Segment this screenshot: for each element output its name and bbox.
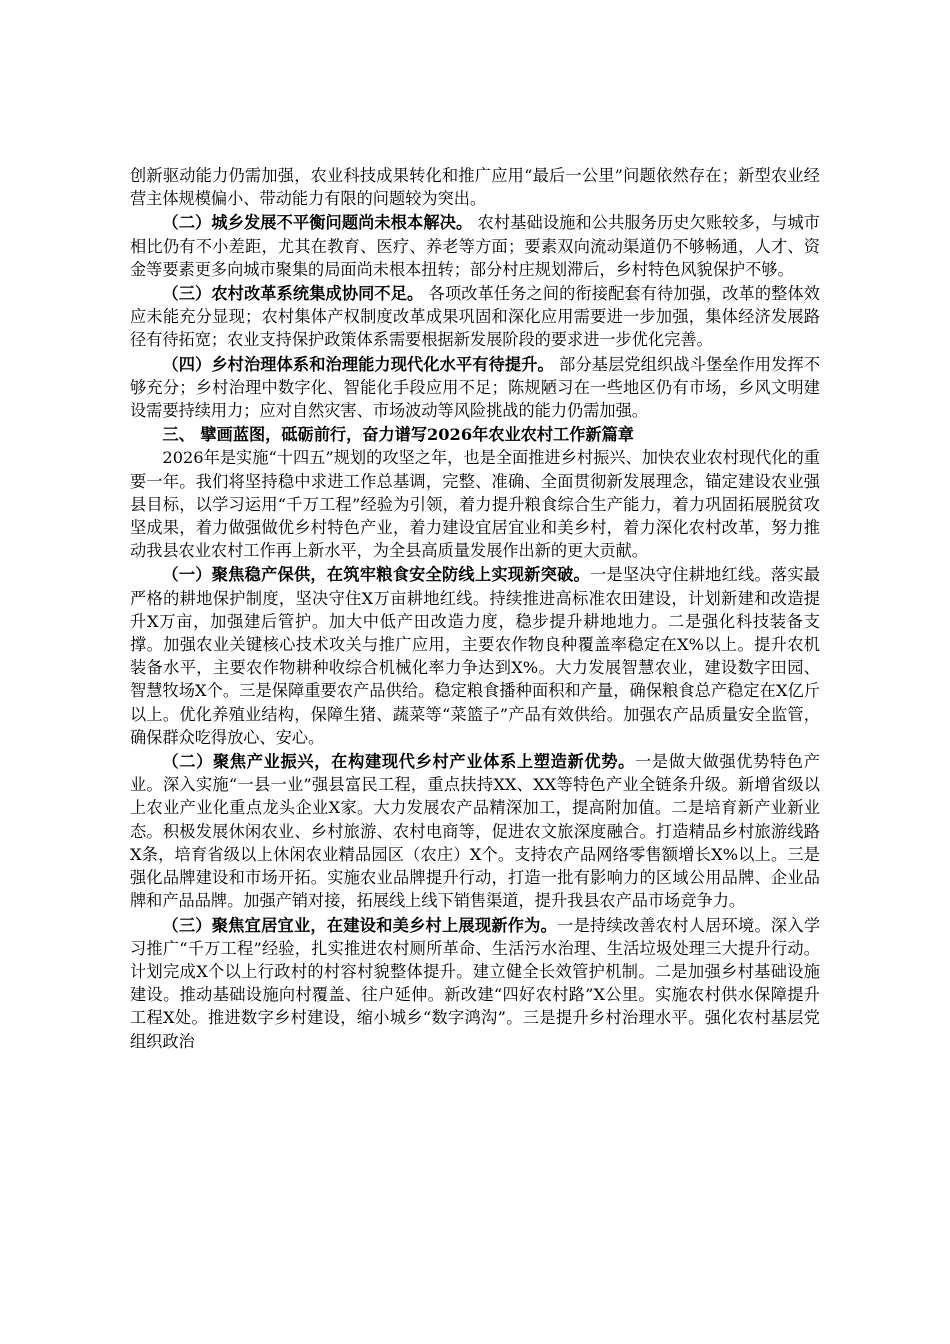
paragraph-lead: （二）城乡发展不平衡问题尚未根本解决。 bbox=[162, 213, 473, 233]
paragraph-lead: （一）聚焦稳产保供，在筑牢粮食安全防线上实现新突破。 bbox=[162, 565, 591, 585]
paragraph-body: 各项改革任务之间的衔接配套有待加强，改革的整体效应未能充分显现；农村集体产权制度改革成果巩固和深化应用需要进一步加强，集体经济发展路径有待拓宽；农业支持保护政策体系需要根据新发展阶段的要求进一步优化完善。 bbox=[130, 284, 820, 350]
paragraph-urban-rural bbox=[130, 211, 820, 281]
paragraph-body: 2026年是实施“十四五”规划的攻坚之年，也是全面推进乡村振兴、加快农业农村现代化的重要一年。我们将坚持稳中求进工作总基调，完整、准确、全面贯彻新发展理念，锚定建设农业强县目标，以学习运用“千万工程”经验为引领，着力提升粮食综合生产能力，着力巩固拓展脱贫攻坚成果，着力做强做优乡村特色产业，着力建设宜居宜业和美乡村，着力深化农村改革，努力推动我县农业农村工作再上新水平，为全县高质量发展作出新的更大贡献。 bbox=[130, 448, 820, 561]
paragraph-body: 创新驱动能力仍需加强，农业科技成果转化和推广应用“最后一公里”问题依然存在；新型农业经营主体规模偏小、带动能力有限的问题较为突出。 bbox=[130, 166, 820, 209]
paragraph-rural-reform bbox=[130, 282, 820, 352]
paragraph-lead: （三）农村改革系统集成协同不足。 bbox=[162, 284, 424, 304]
paragraph-governance bbox=[130, 353, 820, 423]
paragraph-body: 一是持续改善农村人居环境。深入学习推广“千万工程”经验，扎实推进农村厕所革命、生活污水治理、生活垃圾处理三大提升行动。计划完成X个以上行政村的村容村貌整体提升。建立健全长效管护机制。二是加强乡村基础设施建设。推动基础设施向村覆盖、往户延伸。新改建“四好农村路”X公里。实施农村供水保障提升工程X处。推进数字乡村建设，缩小城乡“数字鸿沟”。三是提升乡村治理水平。强化农村基层党组织政治 bbox=[130, 915, 821, 1051]
paragraph-body: 农村基础设施和公共服务历史欠账较多，与城市相比仍有不小差距，尤其在教育、医疗、养老等方面；要素双向流动渠道仍不够畅通，人才、资金等要素更多向城市聚集的局面尚未根本扭转；部分村庄规划滞后，乡村特色风貌保护不够。 bbox=[130, 213, 820, 279]
paragraph-food-security bbox=[130, 563, 820, 749]
paragraph-continuation bbox=[130, 164, 820, 210]
paragraph-body: 部分基层党组织战斗堡垒作用发挥不够充分；乡村治理中数字化、智能化手段应用不足；陈规陋习在一些地区仍有市场，乡风文明建设需要持续用力；应对自然灾害、市场波动等风险挑战的能力仍需加强。 bbox=[130, 354, 821, 421]
paragraph-industry bbox=[130, 750, 820, 912]
paragraph-lead: （四）乡村治理体系和治理能力现代化水平有待提升。 bbox=[162, 354, 554, 374]
paragraph-livable-village bbox=[130, 914, 820, 1053]
paragraph-body: 一是坚决守住耕地红线。落实最严格的耕地保护制度，坚决守住X万亩耕地红线。持续推进高标准农田建设，计划新建和改造提升X万亩，加强建后管护。加大中低产田改造力度，稳步提升耕地地力。二是强化科技装备支撑。加强农业关键核心技术攻关与推广应用，主要农作物良种覆盖率稳定在X%以上。提升农机装备水平，主要农作物耕种收综合机械化率力争达到X%。大力发展智慧农业，建设数字田园、智慧牧场X个。三是保障重要农产品供给。稳定粮食播种面积和产量，确保粮食总产稳定在X亿斤以上。优化养殖业结构，保障生猪、蔬菜等“菜篮子”产品有效供给。加强农产品质量安全监管，确保群众吃得放心、安心。 bbox=[130, 565, 821, 747]
paragraph-lead: （二）聚焦产业振兴，在构建现代乡村产业体系上塑造新优势。 bbox=[162, 752, 636, 772]
paragraph-lead: （三）聚焦宜居宜业，在建设和美乡村上展现新作为。 bbox=[162, 915, 558, 935]
document-page bbox=[130, 164, 820, 1054]
section-heading: 三、 擘画蓝图，砥砺前行，奋力谱写2026年农业农村工作新篇章 bbox=[162, 425, 634, 445]
paragraph-intro-2026 bbox=[130, 446, 820, 562]
paragraph-body: 一是做大做强优势特色产业。深入实施“一县一业”强县富民工程，重点扶持XX、XX等特色产业全链条升级。新增省级以上农业产业化重点龙头企业X家。大力发展农产品精深加工，提高附加值。二是培育新产业新业态。积极发展休闲农业、乡村旅游、农村电商等，促进农文旅深度融合。打造精品乡村旅游线路X条，培育省级以上休闲农业精品园区（农庄）X个。支持农产品网络零售额增长X%以上。三是强化品牌建设和市场开拓。实施农业品牌提升行动，打造一批有影响力的区域公用品牌、企业品牌和产品品牌。加强产销对接，拓展线上线下销售渠道，提升我县农产品市场竞争力。 bbox=[130, 752, 820, 911]
